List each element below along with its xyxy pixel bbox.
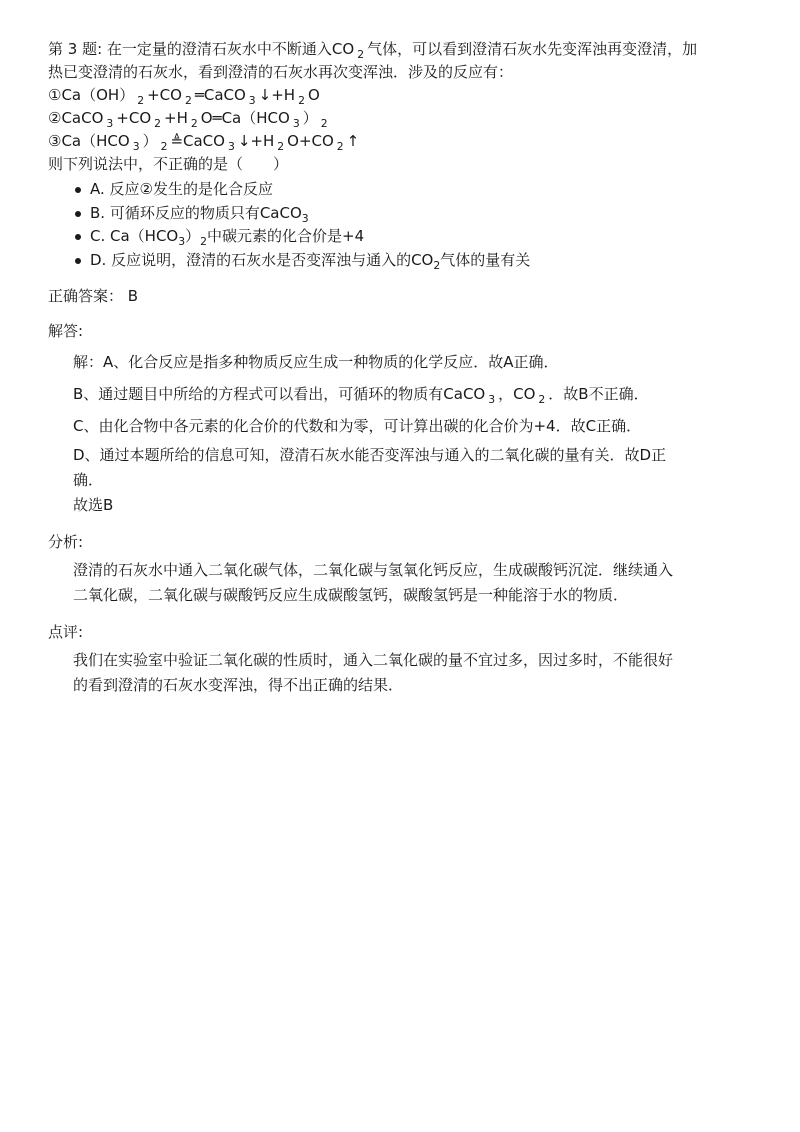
question-stem-line-1: 第 3 题: 在一定量的澄清石灰水中不断通入CO $_2$ 气体，可以看到澄清石灰水先变浑浊再变澄清，加	[48, 40, 698, 61]
analysis-body: 澄清的石灰水中通入二氧化碳气体，二氧化碳与氢氧化钙反应，生成碳酸钙沉淀．继续通入 二氧化碳，二氧化碳与碳酸钙反应生成碳酸氢钙，碳酸氢钙是一种能溶于水的物质．	[73, 561, 674, 604]
solution-body: 解：A、化合反应是指多种物质反应生成一种物质的化学反应．故A正确． B、通过题目中所给的方程式可以看出，可循环的物质有CaCO $_3$ ，CO $_2$ ．故B不正确． C、由化合物中各元素的化合价的代数和为零，可计算出碳的化合价为+4．故C正确． D、通过本题所给的信息可知，澄清石灰水能否变浑浊与通入的二氧化碳的量有关．故D正 确． 故选B	[73, 353, 667, 514]
correct-answer: 正确答案： B	[48, 287, 139, 305]
option-b: B. 可循环反应的物质只有CaCO$_3$	[90, 202, 758, 226]
option-a: A. 反应②发生的是化合反应	[90, 178, 758, 202]
question-prompt: 则下列说法中，不正确的是（ ）	[48, 155, 289, 173]
option-d: D. 反应说明，澄清的石灰水是否变浑浊与通入的$CO_2$气体的量有关	[90, 249, 758, 273]
solution-label: 解答:	[48, 322, 84, 340]
reaction-2: ②CaCO $_3$ +CO $_2$ +H $_2$ O═Ca（HCO $_3$ ） $_2$	[48, 109, 328, 130]
reaction-3: ③Ca（HCO $_3$ ） $_2$ ≜CaCO $_3$ ↓+H $_2$ O+CO $_2$ ↑	[48, 132, 360, 153]
correct-answer-value: B	[127, 287, 139, 305]
question-stem-line-2: 热已变澄清的石灰水，看到澄清的石灰水再次变浑浊．涉及的反应有：	[48, 63, 514, 81]
question-page	[48, 38, 758, 698]
answer-options	[48, 178, 758, 272]
comment-label: 点评:	[48, 623, 84, 641]
reaction-1: ①Ca（OH） $_2$ +CO $_2$ ═CaCO $_3$ ↓+H $_2$ O	[48, 86, 320, 107]
option-c: C. $Ca(HCO_3)_2$中碳元素的化合价是+4	[90, 225, 758, 249]
analysis-label: 分析:	[48, 533, 84, 551]
comment-body: 我们在实验室中验证二氧化碳的性质时，通入二氧化碳的量不宜过多，因过多时，不能很好 的看到澄清的石灰水变浑浊，得不出正确的结果．	[73, 651, 674, 694]
